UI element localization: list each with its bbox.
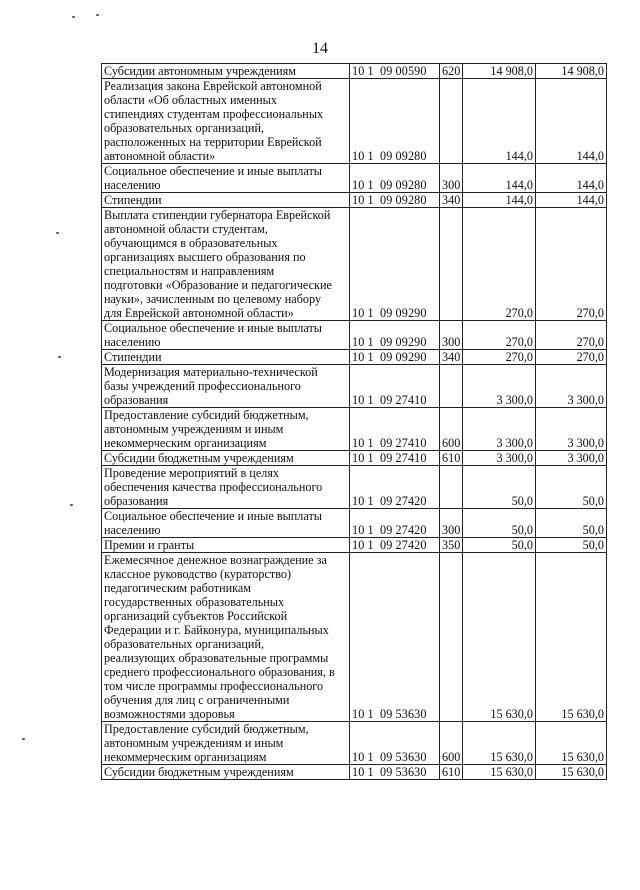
row-code: 10 1 09 09290 (350, 350, 440, 365)
row-amount-1: 144,0 (463, 164, 536, 193)
page-number: 14 (312, 40, 328, 57)
row-amount-1: 3 300,0 (463, 408, 536, 451)
row-code: 10 1 09 09290 (350, 208, 440, 321)
row-code: 10 1 09 27410 (350, 408, 440, 451)
row-code: 10 1 09 27410 (350, 365, 440, 408)
scan-speck (70, 504, 73, 506)
row-description: Социальное обеспечение и иные выплаты населению (102, 321, 350, 350)
scan-speck (56, 232, 59, 234)
row-amount-1: 15 630,0 (463, 553, 536, 722)
row-amount-1: 270,0 (463, 321, 536, 350)
row-expense-type (440, 208, 463, 321)
row-expense-type: 340 (440, 193, 463, 208)
row-amount-2: 270,0 (536, 321, 607, 350)
row-amount-1: 15 630,0 (463, 722, 536, 765)
scan-speck (72, 16, 75, 18)
row-amount-1: 144,0 (463, 193, 536, 208)
scan-speck (22, 738, 25, 740)
row-amount-2: 144,0 (536, 164, 607, 193)
row-amount-2: 50,0 (536, 466, 607, 509)
row-expense-type (440, 466, 463, 509)
row-code: 10 1 09 09290 (350, 321, 440, 350)
row-code: 10 1 09 27410 (350, 451, 440, 466)
row-amount-2: 270,0 (536, 208, 607, 321)
row-amount-2: 15 630,0 (536, 553, 607, 722)
row-amount-2: 3 300,0 (536, 451, 607, 466)
row-expense-type: 350 (440, 538, 463, 553)
row-description: Субсидии автономным учреждениям (102, 64, 350, 79)
row-code: 10 1 09 09280 (350, 79, 440, 164)
row-expense-type: 600 (440, 408, 463, 451)
row-description: Ежемесячное денежное вознаграждение за классное руководство (кураторство) педагогическим работникам государственных образовательных организаций субъектов Российской Федерации и г. Байконура, муниципальных образовательных организаций, реализующих образовательные программы среднего профессионального образования, в том числе программы профессионального обучения для лиц с ограниченными возможностями здоровья (102, 553, 350, 722)
row-expense-type: 610 (440, 451, 463, 466)
table-row (102, 208, 607, 321)
row-description: Проведение мероприятий в целях обеспечения качества профессионального образования (102, 466, 350, 509)
row-expense-type (440, 79, 463, 164)
row-amount-2: 3 300,0 (536, 365, 607, 408)
table-row (102, 164, 607, 193)
table-row (102, 350, 607, 365)
row-amount-1: 14 908,0 (463, 64, 536, 79)
row-code: 10 1 09 27420 (350, 509, 440, 538)
table-row (102, 64, 607, 79)
row-amount-1: 15 630,0 (463, 765, 536, 780)
row-amount-2: 3 300,0 (536, 408, 607, 451)
row-amount-2: 50,0 (536, 509, 607, 538)
scan-speck (58, 356, 61, 358)
row-description: Стипендии (102, 350, 350, 365)
row-description: Реализация закона Еврейской автономной области «Об областных именных стипендиях студентам профессиональных образовательных организаций, расположенных на территории Еврейской автономной области» (102, 79, 350, 164)
row-amount-1: 50,0 (463, 466, 536, 509)
row-amount-1: 270,0 (463, 350, 536, 365)
row-description: Модернизация материально-технической базы учреждений профессионального образования (102, 365, 350, 408)
row-code: 10 1 09 00590 (350, 64, 440, 79)
row-code: 10 1 09 27420 (350, 466, 440, 509)
row-amount-1: 270,0 (463, 208, 536, 321)
row-description: Предоставление субсидий бюджетным, автономным учреждениям и иным некоммерческим организациям (102, 408, 350, 451)
row-amount-2: 144,0 (536, 193, 607, 208)
row-description: Субсидии бюджетным учреждениям (102, 765, 350, 780)
row-description: Стипендии (102, 193, 350, 208)
row-amount-1: 144,0 (463, 79, 536, 164)
table-row (102, 193, 607, 208)
row-amount-2: 14 908,0 (536, 64, 607, 79)
table-row (102, 509, 607, 538)
row-amount-1: 50,0 (463, 509, 536, 538)
table-row (102, 408, 607, 451)
table-row (102, 321, 607, 350)
scan-speck (96, 14, 99, 16)
table-row (102, 451, 607, 466)
table-row (102, 365, 607, 408)
row-description: Премии и гранты (102, 538, 350, 553)
row-code: 10 1 09 09280 (350, 164, 440, 193)
row-description: Субсидии бюджетным учреждениям (102, 451, 350, 466)
row-amount-2: 15 630,0 (536, 722, 607, 765)
row-code: 10 1 09 53630 (350, 765, 440, 780)
row-amount-1: 3 300,0 (463, 451, 536, 466)
row-amount-2: 270,0 (536, 350, 607, 365)
row-amount-2: 144,0 (536, 79, 607, 164)
row-description: Социальное обеспечение и иные выплаты населению (102, 164, 350, 193)
row-code: 10 1 09 53630 (350, 722, 440, 765)
row-expense-type: 620 (440, 64, 463, 79)
row-description: Предоставление субсидий бюджетным, автономным учреждениям и иным некоммерческим организациям (102, 722, 350, 765)
row-amount-1: 50,0 (463, 538, 536, 553)
row-expense-type: 340 (440, 350, 463, 365)
row-description: Выплата стипендии губернатора Еврейской автономной области студентам, обучающимся в образовательных организациях высшего образования по специальностям и направлениям подготовки «Образование и педагогические науки», зачисленным по целевому набору для Еврейской автономной области» (102, 208, 350, 321)
table-row (102, 553, 607, 722)
row-expense-type: 300 (440, 509, 463, 538)
table-row (102, 765, 607, 780)
row-expense-type: 300 (440, 164, 463, 193)
row-code: 10 1 09 53630 (350, 553, 440, 722)
row-expense-type: 300 (440, 321, 463, 350)
row-amount-1: 3 300,0 (463, 365, 536, 408)
row-expense-type: 610 (440, 765, 463, 780)
budget-table (101, 63, 607, 780)
row-expense-type (440, 553, 463, 722)
table-row (102, 538, 607, 553)
row-amount-2: 15 630,0 (536, 765, 607, 780)
row-code: 10 1 09 09280 (350, 193, 440, 208)
row-description: Социальное обеспечение и иные выплаты населению (102, 509, 350, 538)
table-row (102, 722, 607, 765)
row-expense-type (440, 365, 463, 408)
row-amount-2: 50,0 (536, 538, 607, 553)
table-row (102, 466, 607, 509)
table-row (102, 79, 607, 164)
row-code: 10 1 09 27420 (350, 538, 440, 553)
row-expense-type: 600 (440, 722, 463, 765)
